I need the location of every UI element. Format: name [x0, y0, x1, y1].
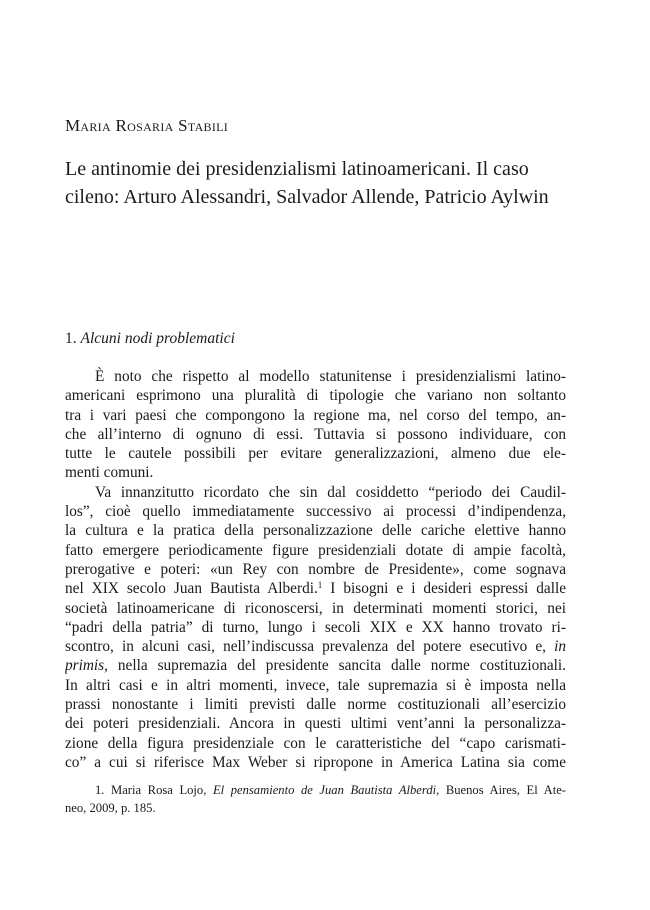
section-title: Alcuni nodi problematici	[80, 330, 235, 347]
text-line: los”, cioè quello immediatamente successivo ai processi d’indipendenza,	[65, 503, 566, 521]
footnote-text: , Buenos Aires, El Ate-	[436, 783, 566, 797]
chapter-title-line: Le antinomie dei presidenzialismi latinoamericani. Il caso	[65, 158, 529, 180]
footnote-line: neo, 2009, p. 185.	[65, 801, 156, 815]
text-line: dei poteri presidenziali. Ancora in questi ultimi vent’anni la personalizza-	[65, 715, 566, 733]
text-line: È noto che rispetto al modello statunitense i presidenzialismi latino-	[95, 368, 566, 385]
footnote	[65, 781, 566, 817]
text-line: In altri casi e in altri momenti, invece, tale supremazia si è imposta nella	[65, 676, 566, 694]
text-line: tra i vari paesi che compongono la regione ma, nel corso del tempo, an-	[65, 406, 566, 424]
section-heading	[65, 330, 235, 348]
text-line: tutte le cautele possibili per evitare generalizzazioni, almeno due ele-	[65, 445, 566, 463]
text-segment: I bisogni e i desideri espressi dalle	[322, 580, 566, 598]
text-line: prerogative e poteri: «un Rey con nombre de Presidente», come sognava	[65, 560, 566, 578]
body-text	[65, 367, 566, 772]
italic-segment: in	[554, 638, 566, 656]
footnote-book-title: El pensamiento de Juan Bautista Alberdi	[212, 783, 437, 797]
text-line: zione della figura presidenziale con le caratteristiche del “capo carismati-	[65, 734, 566, 752]
text-line: “padri della patria” di turno, lungo i secoli XIX e XX hanno trovato ri-	[65, 618, 566, 636]
chapter-title	[65, 155, 585, 211]
text-line	[65, 579, 566, 598]
text-line: la cultura e la pratica della personalizzazione delle cariche elettive hanno	[65, 522, 566, 540]
footnote-reference[interactable]: 1	[317, 580, 323, 591]
footnote-text: 1. Maria Rosa Lojo,	[95, 783, 213, 797]
text-line: menti comuni.	[65, 464, 154, 482]
text-line: americani esprimono una pluralità di tipologie che variano non soltanto	[65, 387, 566, 405]
text-segment: , nella supremazia del presidente sancita dalle norme costituzionali.	[104, 657, 566, 675]
text-line: co” a cui si riferisce Max Weber si ripropone in America Latina sia come	[65, 753, 566, 771]
chapter-title-line: cileno: Arturo Alessandri, Salvador Allende, Patricio Aylwin	[65, 186, 549, 208]
text-line: società latinoamericane di riconoscersi, in determinati momenti storici, nei	[65, 599, 566, 617]
text-line: che all’interno di ognuno di essi. Tuttavia si possono individuare, con	[65, 425, 566, 443]
section-number: 1.	[65, 330, 77, 347]
footnote-line	[65, 781, 566, 799]
text-line: fatto emergere periodicamente figure presidenziali dotate di ampie facoltà,	[65, 541, 566, 559]
text-line: Va innanzitutto ricordato che sin dal cosiddetto “periodo dei Caudil-	[95, 483, 566, 501]
text-segment: scontro, in alcuni casi, nell’indiscussa prevalenza del potere esecutivo e,	[65, 638, 555, 656]
author-name: Maria Rosaria Stabili	[65, 116, 229, 135]
text-line: prassi nonostante i limiti previsti dalle norme costituzionali all’esercizio	[65, 696, 566, 714]
text-line	[65, 637, 566, 656]
text-segment: nel XIX secolo Juan Bautista Alberdi.	[65, 580, 318, 598]
text-line	[65, 656, 566, 675]
italic-segment: primis	[65, 657, 105, 675]
